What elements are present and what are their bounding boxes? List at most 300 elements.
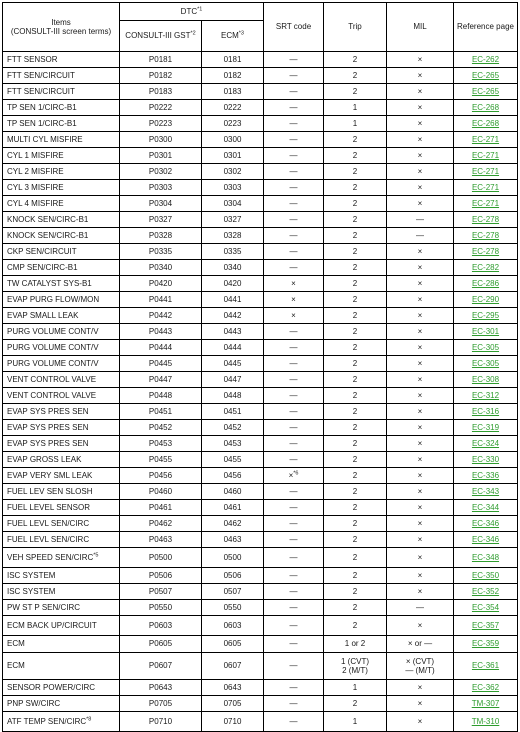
table-row: [3, 616, 518, 636]
ecm-cell: 0304: [202, 196, 264, 212]
reference-link[interactable]: EC-301: [454, 324, 518, 340]
reference-link[interactable]: EC-265: [454, 68, 518, 84]
table-row: [3, 292, 518, 308]
mil-cell: ×: [387, 180, 454, 196]
gst-cell: P0335: [120, 244, 202, 260]
gst-cell: P0456: [120, 468, 202, 484]
reference-link[interactable]: EC-312: [454, 388, 518, 404]
item-label: VENT CONTROL VALVE: [7, 390, 97, 400]
item-cell: [3, 180, 120, 196]
table-row: [3, 276, 518, 292]
item-label: ISC SYSTEM: [7, 586, 56, 596]
reference-link[interactable]: EC-278: [454, 228, 518, 244]
mil-cell: ×: [387, 420, 454, 436]
table-row: [3, 356, 518, 372]
trip-cell: 2: [324, 356, 387, 372]
reference-link[interactable]: EC-330: [454, 452, 518, 468]
ecm-cell: 0462: [202, 516, 264, 532]
ecm-cell: 0444: [202, 340, 264, 356]
srt-value: ×: [291, 278, 296, 288]
reference-link[interactable]: EC-354: [454, 600, 518, 616]
mil-cell: ×: [387, 436, 454, 452]
table-row: [3, 164, 518, 180]
mil-cell: ×: [387, 116, 454, 132]
mil-cell: ×: [387, 244, 454, 260]
reference-link[interactable]: EC-271: [454, 132, 518, 148]
trip-cell: 2: [324, 196, 387, 212]
mil-cell: ×: [387, 568, 454, 584]
item-label: CMP SEN/CIRC-B1: [7, 262, 78, 272]
item-cell: [3, 52, 120, 68]
table-row: [3, 372, 518, 388]
gst-cell: P0222: [120, 100, 202, 116]
trip-cell: 2: [324, 388, 387, 404]
trip-cell: 2: [324, 532, 387, 548]
ecm-cell: 0456: [202, 468, 264, 484]
gst-cell: P0462: [120, 516, 202, 532]
mil-cell: ×: [387, 404, 454, 420]
trip-value: 1 (CVT): [341, 657, 369, 666]
ref-header: Reference page: [454, 3, 518, 52]
srt-value: —: [289, 570, 298, 580]
srt-cell: [264, 484, 324, 500]
mil-cell: ×: [387, 196, 454, 212]
item-label: FUEL LEVEL SENSOR: [7, 502, 90, 512]
reference-link[interactable]: EC-268: [454, 100, 518, 116]
gst-header-label: CONSULT-III GST: [125, 31, 191, 40]
reference-link[interactable]: TM-307: [454, 696, 518, 712]
item-label: PNP SW/CIRC: [7, 698, 61, 708]
srt-value: —: [289, 166, 298, 176]
item-label: PURG VOLUME CONT/V: [7, 358, 99, 368]
reference-link[interactable]: EC-362: [454, 680, 518, 696]
item-label: FUEL LEV SEN SLOSH: [7, 486, 93, 496]
mil-cell: ×: [387, 712, 454, 732]
srt-cell: [264, 600, 324, 616]
mil-cell: ×: [387, 132, 454, 148]
table-row: [3, 404, 518, 420]
trip-cell: 2: [324, 568, 387, 584]
trip-cell: 2: [324, 260, 387, 276]
item-cell: [3, 212, 120, 228]
trip-cell: 2: [324, 244, 387, 260]
item-label: ISC SYSTEM: [7, 570, 56, 580]
ecm-cell: 0447: [202, 372, 264, 388]
mil-cell: —: [387, 212, 454, 228]
item-label: FTT SEN/CIRCUIT: [7, 70, 75, 80]
reference-link[interactable]: EC-286: [454, 276, 518, 292]
item-label: ECM: [7, 639, 25, 648]
reference-link[interactable]: EC-278: [454, 244, 518, 260]
mil-value: × (CVT): [405, 657, 435, 666]
table-row: [3, 244, 518, 260]
item-cell: [3, 196, 120, 212]
gst-cell: P0452: [120, 420, 202, 436]
mil-cell: ×: [387, 308, 454, 324]
ecm-cell: 0550: [202, 600, 264, 616]
gst-cell: P0181: [120, 52, 202, 68]
srt-cell: [264, 388, 324, 404]
mil-cell: ×: [387, 164, 454, 180]
mil-value-2: — (M/T): [405, 666, 435, 675]
gst-cell: P0550: [120, 600, 202, 616]
gst-cell: P0447: [120, 372, 202, 388]
item-cell: [3, 468, 120, 484]
item-label: EVAP VERY SML LEAK: [7, 470, 93, 480]
reference-link[interactable]: EC-262: [454, 52, 518, 68]
ecm-cell: 0420: [202, 276, 264, 292]
item-label: TP SEN 1/CIRC-B1: [7, 102, 77, 112]
reference-link[interactable]: EC-346: [454, 516, 518, 532]
srt-value: —: [289, 682, 298, 692]
srt-value: —: [289, 518, 298, 528]
mil-cell: ×: [387, 68, 454, 84]
item-label: FTT SENSOR: [7, 54, 58, 64]
srt-header: SRT code: [264, 3, 324, 52]
ecm-cell: 0455: [202, 452, 264, 468]
reference-link[interactable]: EC-352: [454, 584, 518, 600]
reference-link[interactable]: EC-346: [454, 532, 518, 548]
srt-cell: [264, 680, 324, 696]
items-header-sub: (CONSULT-III screen terms): [10, 27, 112, 36]
mil-cell: ×: [387, 356, 454, 372]
trip-cell: 2: [324, 696, 387, 712]
srt-value: ×: [288, 470, 294, 480]
item-label: SENSOR POWER/CIRC: [7, 682, 96, 692]
mil-cell: ×: [387, 548, 454, 568]
reference-link[interactable]: EC-305: [454, 356, 518, 372]
reference-link[interactable]: EC-319: [454, 420, 518, 436]
srt-cell: [264, 100, 324, 116]
item-label: FTT SEN/CIRCUIT: [7, 86, 75, 96]
dtc-footnote: *1: [197, 5, 203, 12]
trip-cell: 2: [324, 616, 387, 636]
table-row: [3, 52, 518, 68]
table-row: [3, 636, 518, 653]
item-cell: [3, 484, 120, 500]
item-cell: [3, 584, 120, 600]
table-row: [3, 568, 518, 584]
ecm-cell: 0643: [202, 680, 264, 696]
reference-link[interactable]: EC-324: [454, 436, 518, 452]
mil-cell: ×: [387, 276, 454, 292]
srt-cell: [264, 228, 324, 244]
srt-cell: [264, 292, 324, 308]
reference-link[interactable]: EC-271: [454, 148, 518, 164]
srt-value: —: [289, 661, 298, 670]
trip-cell: 2: [324, 420, 387, 436]
reference-link[interactable]: EC-265: [454, 84, 518, 100]
item-cell: [3, 600, 120, 616]
ecm-cell: 0441: [202, 292, 264, 308]
mil-cell: ×: [387, 680, 454, 696]
gst-header: [120, 21, 202, 52]
srt-cell: [264, 52, 324, 68]
item-label: ECM BACK UP/CIRCUIT: [7, 620, 97, 630]
item-label: CYL 4 MISFIRE: [7, 198, 64, 208]
srt-value: —: [289, 134, 298, 144]
reference-link[interactable]: EC-295: [454, 308, 518, 324]
item-cell: [3, 244, 120, 260]
reference-link[interactable]: EC-359: [454, 636, 518, 653]
item-cell: [3, 388, 120, 404]
srt-cell: [264, 653, 324, 680]
srt-cell: [264, 356, 324, 372]
mil-cell: ×: [387, 388, 454, 404]
srt-value: —: [289, 534, 298, 544]
trip-cell: 1: [324, 100, 387, 116]
ecm-cell: 0506: [202, 568, 264, 584]
ecm-cell: 0453: [202, 436, 264, 452]
reference-link[interactable]: EC-308: [454, 372, 518, 388]
table-row: [3, 100, 518, 116]
trip-cell: 2: [324, 228, 387, 244]
mil-cell: ×: [387, 516, 454, 532]
item-footnote: *5: [93, 551, 99, 558]
table-row: [3, 420, 518, 436]
item-label: TW CATALYST SYS-B1: [7, 278, 92, 288]
srt-cell: [264, 696, 324, 712]
srt-cell: [264, 404, 324, 420]
trip-cell: 2: [324, 404, 387, 420]
gst-cell: P0441: [120, 292, 202, 308]
trip-cell: 1: [324, 680, 387, 696]
trip-cell: 2: [324, 212, 387, 228]
item-label: EVAP SMALL LEAK: [7, 310, 79, 320]
srt-value: ×: [291, 294, 296, 304]
trip-cell: 2: [324, 292, 387, 308]
srt-value: —: [289, 422, 298, 432]
ecm-cell: 0183: [202, 84, 264, 100]
dtc-table: [2, 2, 518, 732]
ecm-cell: 0710: [202, 712, 264, 732]
gst-cell: P0603: [120, 616, 202, 636]
table-row: [3, 712, 518, 732]
srt-value: —: [289, 70, 298, 80]
item-label: TP SEN 1/CIRC-B1: [7, 118, 77, 128]
table-row: [3, 452, 518, 468]
srt-cell: [264, 308, 324, 324]
item-label: PURG VOLUME CONT/V: [7, 342, 99, 352]
reference-link[interactable]: EC-271: [454, 164, 518, 180]
ecm-cell: 0303: [202, 180, 264, 196]
reference-link[interactable]: EC-357: [454, 616, 518, 636]
trip-cell: 2: [324, 600, 387, 616]
srt-value: —: [289, 214, 298, 224]
item-cell: [3, 516, 120, 532]
gst-cell: P0303: [120, 180, 202, 196]
table-row: [3, 516, 518, 532]
item-cell: [3, 680, 120, 696]
mil-cell: ×: [387, 584, 454, 600]
mil-cell: ×: [387, 452, 454, 468]
srt-cell: [264, 276, 324, 292]
table-row: [3, 696, 518, 712]
item-label: KNOCK SEN/CIRC-B1: [7, 214, 89, 224]
srt-cell: [264, 532, 324, 548]
trip-value-2: 2 (M/T): [342, 666, 368, 675]
trip-cell: 2: [324, 340, 387, 356]
item-cell: [3, 500, 120, 516]
srt-value: —: [289, 602, 298, 612]
reference-link[interactable]: EC-278: [454, 212, 518, 228]
dtc-header: [120, 3, 264, 21]
gst-footnote: *2: [190, 30, 196, 37]
srt-cell: [264, 616, 324, 636]
gst-cell: P0444: [120, 340, 202, 356]
gst-cell: P0301: [120, 148, 202, 164]
srt-value: ×: [291, 310, 296, 320]
srt-value: —: [289, 454, 298, 464]
table-row: [3, 324, 518, 340]
mil-cell: ×: [387, 148, 454, 164]
table-row: [3, 468, 518, 484]
table-row: [3, 180, 518, 196]
gst-cell: P0500: [120, 548, 202, 568]
item-cell: [3, 696, 120, 712]
srt-cell: [264, 260, 324, 276]
ecm-cell: 0335: [202, 244, 264, 260]
mil-cell: × or —: [387, 636, 454, 653]
reference-link[interactable]: EC-282: [454, 260, 518, 276]
ecm-cell: 0448: [202, 388, 264, 404]
reference-link[interactable]: EC-290: [454, 292, 518, 308]
srt-cell: [264, 68, 324, 84]
mil-cell: ×: [387, 484, 454, 500]
table-row: [3, 228, 518, 244]
mil-cell: ×: [387, 532, 454, 548]
srt-cell: [264, 712, 324, 732]
table-row: [3, 484, 518, 500]
gst-cell: P0442: [120, 308, 202, 324]
mil-cell: ×: [387, 372, 454, 388]
reference-link[interactable]: EC-271: [454, 196, 518, 212]
item-cell: [3, 420, 120, 436]
mil-cell: —: [387, 600, 454, 616]
ecm-cell: 0340: [202, 260, 264, 276]
item-label: ATF TEMP SEN/CIRC: [7, 716, 87, 726]
gst-cell: P0328: [120, 228, 202, 244]
table-row: [3, 600, 518, 616]
trip-cell: 2: [324, 52, 387, 68]
items-header: [3, 3, 120, 52]
item-label: FUEL LEVL SEN/CIRC: [7, 534, 90, 544]
mil-cell: ×: [387, 468, 454, 484]
ecm-cell: 0705: [202, 696, 264, 712]
srt-cell: [264, 212, 324, 228]
reference-link[interactable]: EC-316: [454, 404, 518, 420]
trip-cell: 2: [324, 324, 387, 340]
gst-cell: P0182: [120, 68, 202, 84]
gst-cell: P0304: [120, 196, 202, 212]
srt-cell: [264, 340, 324, 356]
ecm-cell: 0328: [202, 228, 264, 244]
item-cell: [3, 68, 120, 84]
reference-link[interactable]: TM-310: [454, 712, 518, 732]
srt-value: —: [289, 552, 298, 562]
mil-cell: [387, 653, 454, 680]
srt-value: —: [289, 698, 298, 708]
reference-link[interactable]: EC-348: [454, 548, 518, 568]
trip-cell: 2: [324, 148, 387, 164]
reference-link[interactable]: EC-350: [454, 568, 518, 584]
mil-cell: ×: [387, 500, 454, 516]
trip-cell: 2: [324, 308, 387, 324]
table-row: [3, 132, 518, 148]
item-cell: [3, 132, 120, 148]
item-label: CYL 3 MISFIRE: [7, 182, 64, 192]
gst-cell: P0420: [120, 276, 202, 292]
mil-cell: ×: [387, 260, 454, 276]
reference-link[interactable]: EC-361: [454, 653, 518, 680]
srt-cell: [264, 420, 324, 436]
item-cell: [3, 616, 120, 636]
gst-cell: P0340: [120, 260, 202, 276]
srt-cell: [264, 568, 324, 584]
table-row: [3, 212, 518, 228]
reference-link[interactable]: EC-343: [454, 484, 518, 500]
srt-value: —: [289, 358, 298, 368]
reference-link[interactable]: EC-336: [454, 468, 518, 484]
trip-cell: 2: [324, 468, 387, 484]
table-row: [3, 548, 518, 568]
reference-link[interactable]: EC-268: [454, 116, 518, 132]
table-row: [3, 340, 518, 356]
table-row: [3, 116, 518, 132]
table-row: [3, 84, 518, 100]
gst-cell: P0643: [120, 680, 202, 696]
trip-cell: 2: [324, 548, 387, 568]
trip-cell: 2: [324, 436, 387, 452]
table-row: [3, 388, 518, 404]
gst-cell: P0302: [120, 164, 202, 180]
srt-cell: [264, 132, 324, 148]
srt-cell: [264, 372, 324, 388]
item-label: CKP SEN/CIRCUIT: [7, 246, 77, 256]
srt-cell: [264, 516, 324, 532]
gst-cell: P0448: [120, 388, 202, 404]
item-cell: [3, 356, 120, 372]
item-cell: [3, 324, 120, 340]
mil-cell: ×: [387, 52, 454, 68]
reference-link[interactable]: EC-305: [454, 340, 518, 356]
item-label: PW ST P SEN/CIRC: [7, 602, 81, 612]
gst-cell: P0223: [120, 116, 202, 132]
trip-cell: 2: [324, 584, 387, 600]
srt-value: —: [289, 620, 298, 630]
ecm-header-label: ECM: [221, 31, 239, 40]
srt-cell: [264, 452, 324, 468]
item-cell: [3, 372, 120, 388]
ecm-footnote: *3: [238, 30, 244, 37]
item-cell: [3, 636, 120, 653]
item-cell: [3, 228, 120, 244]
srt-value: —: [289, 198, 298, 208]
ecm-cell: 0463: [202, 532, 264, 548]
items-header-label: Items: [51, 18, 71, 27]
item-label: EVAP SYS PRES SEN: [7, 438, 89, 448]
item-label: KNOCK SEN/CIRC-B1: [7, 230, 89, 240]
srt-cell: [264, 244, 324, 260]
srt-cell: [264, 468, 324, 484]
mil-cell: ×: [387, 616, 454, 636]
table-row: [3, 308, 518, 324]
ecm-cell: 0460: [202, 484, 264, 500]
reference-link[interactable]: EC-271: [454, 180, 518, 196]
srt-value: —: [289, 406, 298, 416]
srt-cell: [264, 584, 324, 600]
reference-link[interactable]: EC-344: [454, 500, 518, 516]
